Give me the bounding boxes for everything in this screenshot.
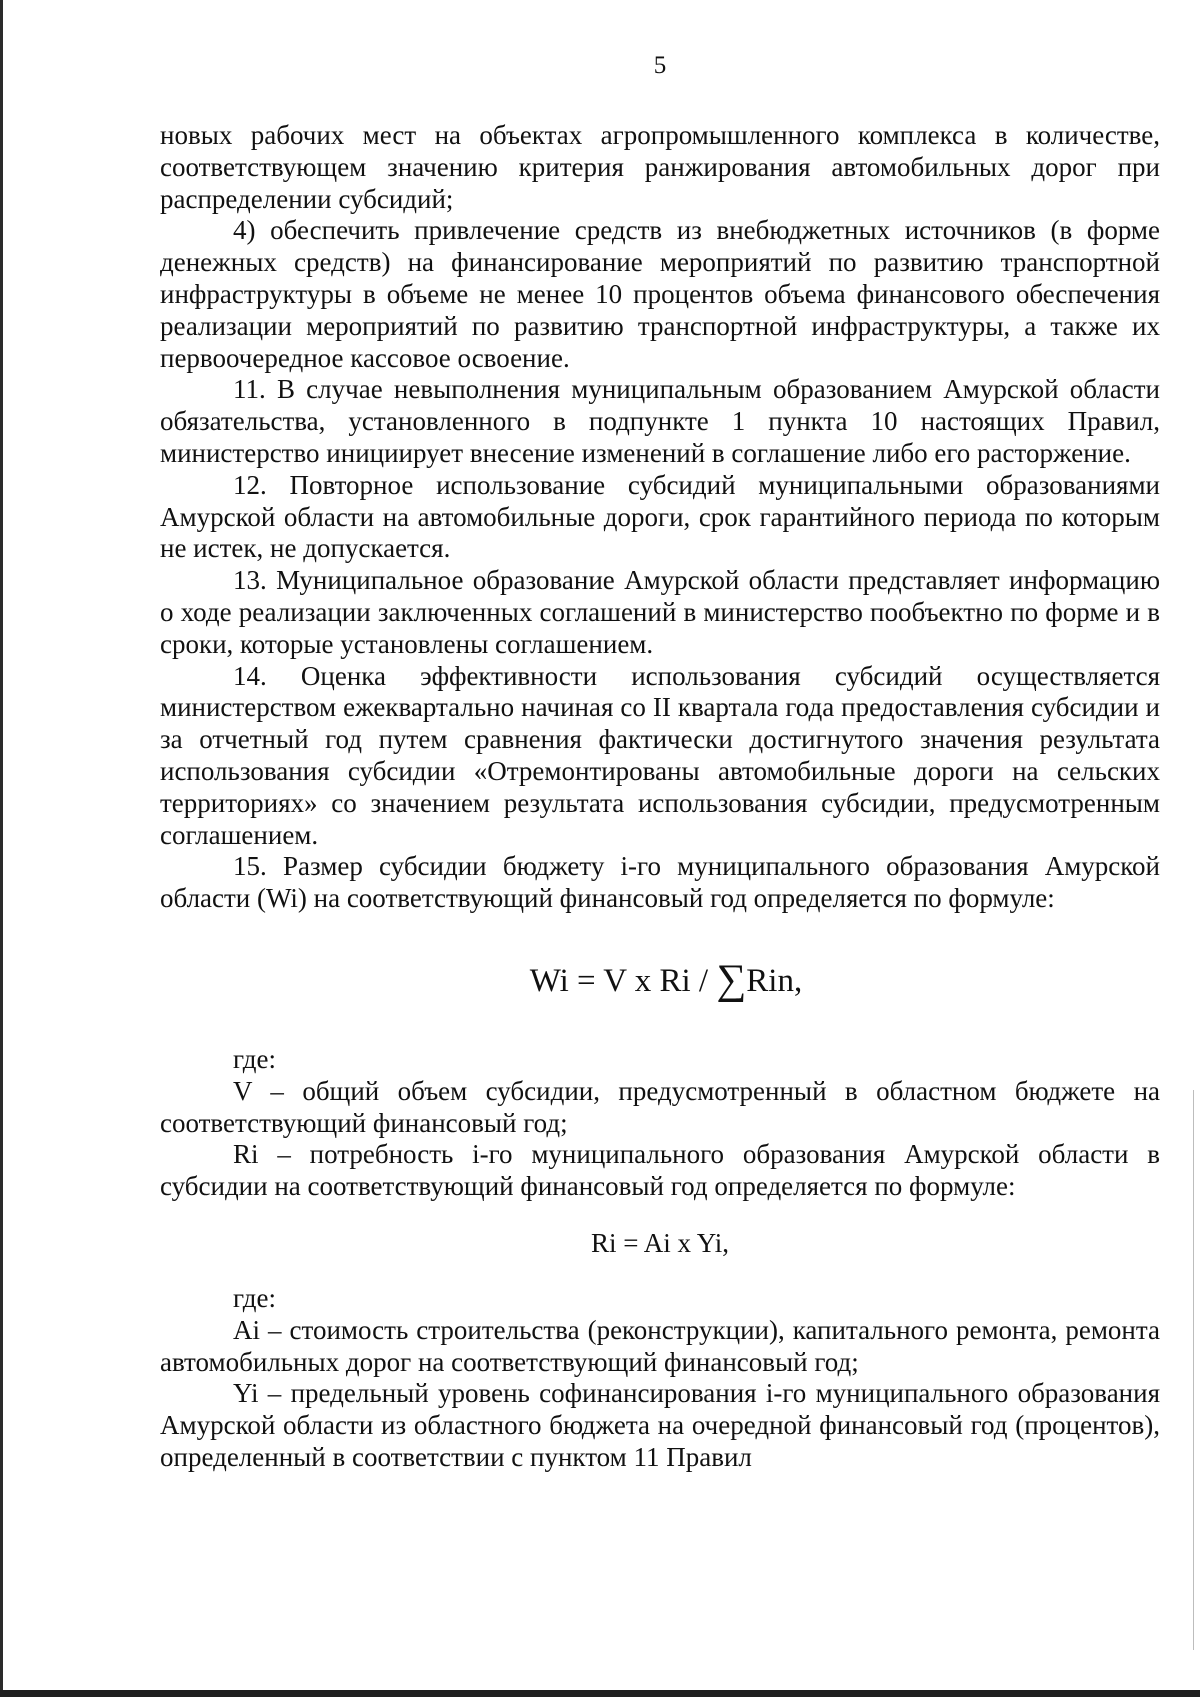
where-label: где: bbox=[233, 1043, 276, 1074]
definition-v: V – общий объем субсидии, предусмотренный в областном бюджете на соответствующий финансовый год; bbox=[160, 1075, 1160, 1138]
sigma-symbol: ∑ bbox=[716, 956, 747, 1003]
scan-left-edge bbox=[0, 0, 3, 1697]
formula-wi-right: Rin, bbox=[746, 962, 803, 999]
paragraph-12: 12. Повторное использование субсидий муниципальными образованиями Амурской области на автомобильные дороги, срок гарантийного периода по которым не истек, не допускается. bbox=[160, 469, 1160, 564]
paragraph-15: 15. Размер субсидии бюджету i-го муниципального образования Амурской области (Wi) на соответствующий финансовый год определяется по формуле: bbox=[160, 851, 1160, 914]
page-number: 5 bbox=[653, 52, 667, 79]
paragraph-continuation: новых рабочих мест на объектах агропромышленного комплекса в количестве, соответствующем значению критерия ранжирования автомобильных дорог при распределении субсидий; bbox=[160, 120, 1160, 214]
definition-yi: Yi – предельный уровень софинансирования i-го муниципального образования Амурской области из областного бюджета на очередной финансовый год (процентов), определенный в соответствии с пунктом 11 Правил bbox=[160, 1378, 1160, 1472]
formula-wi bbox=[160, 958, 1160, 1001]
paragraph-13: 13. Муниципальное образование Амурской области представляет информацию о ходе реализации заключенных соглашений в министерство пообъектно по форме и в сроки, которые установлены соглашением. bbox=[160, 565, 1160, 659]
document-page bbox=[160, 52, 1160, 1474]
paragraph-11: 11. В случае невыполнения муниципальным образованием Амурской области обязательства, установленного в подпункте 1 пункта 10 настоящих Правил, министерство инициирует внесение изменений в соглашение либо его расторжение. bbox=[160, 374, 1160, 468]
where-label-2: где: bbox=[233, 1282, 276, 1313]
definition-ri: Ri – потребность i-го муниципального образования Амурской области в субсидии на соответствующий финансовый год определяется по формуле: bbox=[160, 1139, 1160, 1202]
formula-wi-left: Wi = V x Ri / bbox=[529, 962, 709, 999]
definition-ai: Ai – стоимость строительства (реконструкции), капитального ремонта, ремонта автомобильных дорог на соответствующий финансовый год; bbox=[160, 1314, 1160, 1377]
scan-bottom-edge bbox=[0, 1690, 1200, 1697]
formula-ri: Ri = Ai x Yi, bbox=[590, 1227, 729, 1258]
scan-right-edge bbox=[1193, 1090, 1194, 1650]
paragraph-14: 14. Оценка эффективности использования субсидий осуществляется министерством ежеквартально начиная со II квартала года предоставления субсидии и за отчетный год путем сравнения фактически достигнутого значения результата использования субсидии «Отремонтированы автомобильные дороги на сельских территориях» со значением результата использования субсидии, предусмотренным соглашением. bbox=[160, 660, 1160, 850]
paragraph-item-4: 4) обеспечить привлечение средств из внебюджетных источников (в форме денежных средств) на финансирование мероприятий по развитию транспортной инфраструктуры в объеме не менее 10 процентов объема финансового обеспечения реализации мероприятий по развитию транспортной инфраструктуры, а также их первоочередное кассовое освоение. bbox=[160, 215, 1160, 373]
